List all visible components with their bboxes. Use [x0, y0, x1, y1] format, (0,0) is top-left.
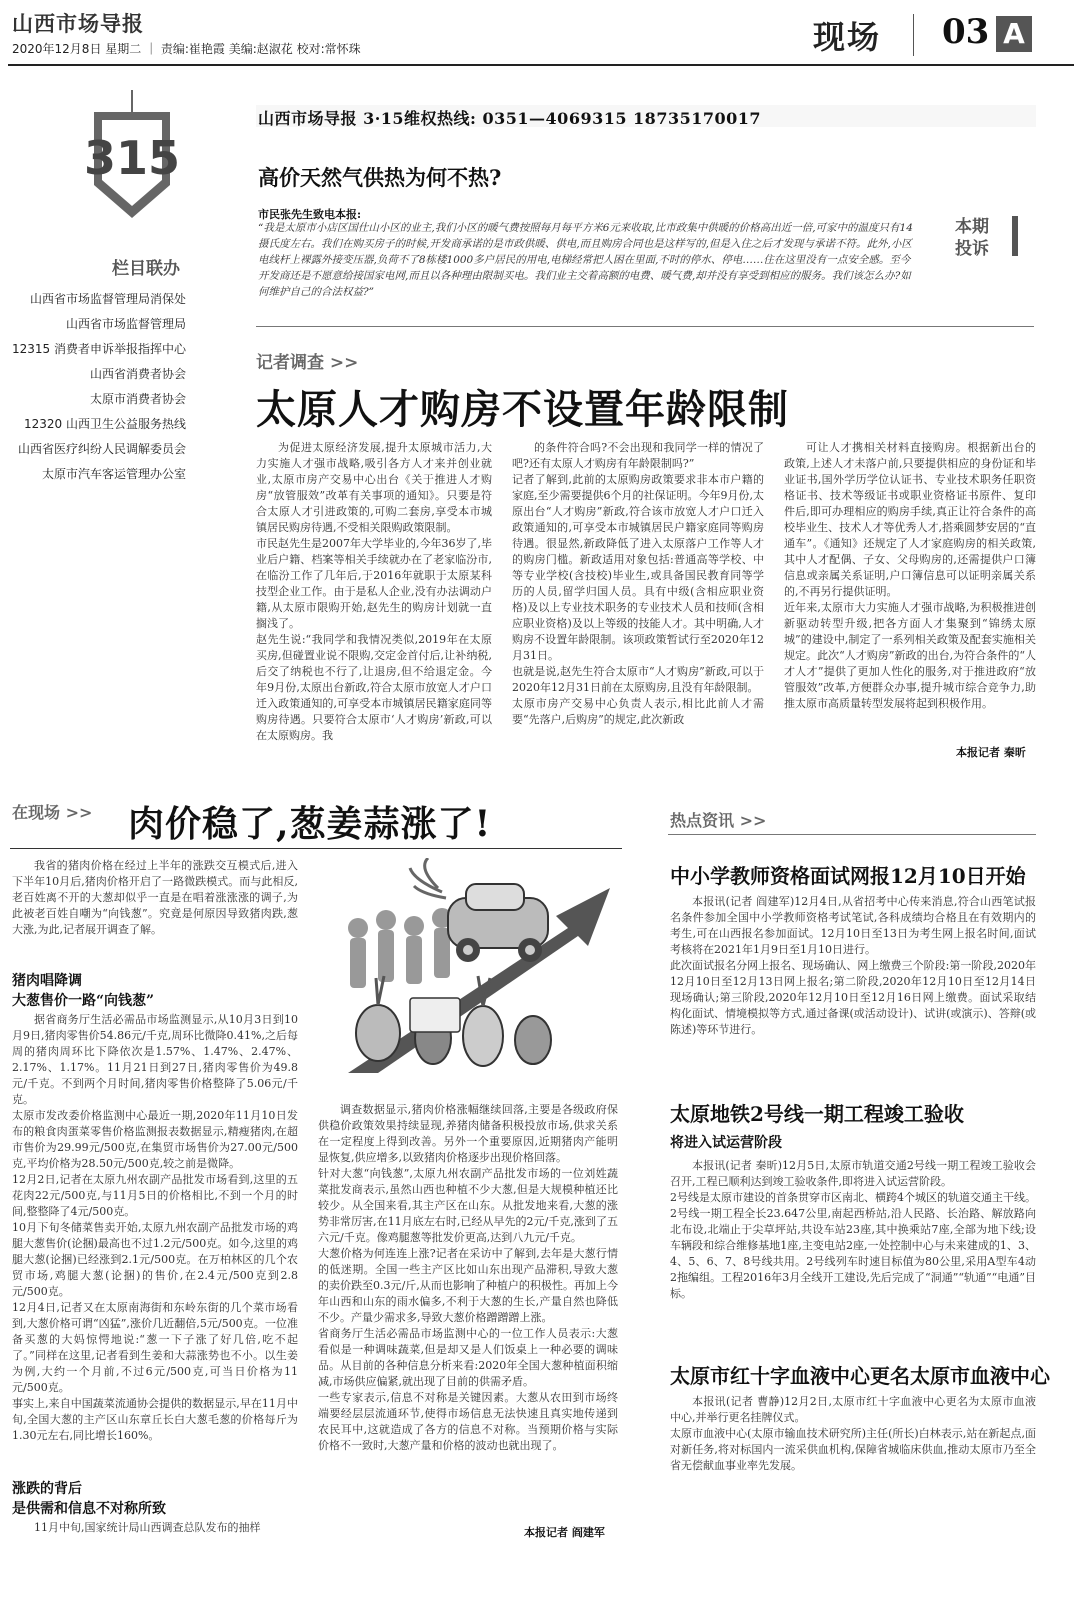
hotline-text: 山西市场导报 3·15维权热线: 0351—4069315 18735170017: [258, 109, 762, 128]
lead-headline: 太原人才购房不设置年龄限制: [256, 386, 789, 433]
complaint-label-line2: 投诉: [955, 239, 989, 259]
feature-subhead-2a: 涨跌的背后: [12, 1481, 82, 1497]
complaint-label-line1: 本期: [955, 217, 989, 237]
lead-kicker: 记者调查 >>: [256, 353, 359, 373]
news-3-title: 太原市红十字血液中心更名太原市血液中心: [670, 1364, 1050, 1388]
column-title: 栏目联办: [112, 259, 180, 279]
lead-column-2: 的条件符合吗?不会出现和我同学一样的情况了吧?还有太原人才购房有年龄限制吗?” 记者了解到,此前的太原购房政策要求非本市户籍的家庭,至少需要提供6个月的社保证明。今年9月份,太原出台“人才购房”新政,符合该市放宽人才户口迁入政策通知的,可享受本市城镇居民户籍家庭同等购房待遇。很显然,新政降低了进入太原落户工作等人才的购房门槛。新政适用对象包括:普通高等学校、中等专业学校(含技校)毕业生,或具备国民教育同等学历的人员,留学归国人员。具有中级(含相应职业资格)及以上专业技术职务的专业技术人员和技师(含相应职业资格)及以上等级的技能人才。其中明确,人才购房不设置年龄限制。该项政策暂试行至2020年12月31日。 也就是说,赵先生符合太原市“人才购房”新政,可以于2020年12月31日前在太原购房,且没有年龄限制。 太原市房产交易中心负责人表示,相比此前人才需要“先落户,后购房”的规定,此次新政: [512, 441, 764, 726]
partner-item: 山西省市场监督管理局: [65, 317, 186, 331]
hotnews-kicker: 热点资讯 >>: [670, 811, 767, 830]
complaint-label: [955, 216, 995, 260]
page-letter: A: [996, 16, 1032, 52]
feature-subhead-1a: 猪肉唱降调: [12, 973, 82, 989]
complaint-title: 高价天然气供热为何不热?: [258, 165, 502, 190]
lead-column-1: 为促进太原经济发展,提升太原城市活力,大力实施人才强市战略,吸引各方人才来并创业就业,太原市房产交易中心出台《关于推进人才购房“放管服效”改革有关事项的通知》。只要是符合太原人才引进政策的,可购二套房,享受本市城镇居民购房待遇,不受相关限购政策限制。 市民赵先生是2007年大学毕业的,今年36岁了,毕业后户籍、档案等相关手续就办在了老家临汾市,在临汾工作了几年后,于2016年就职于太原某科技型企业工作。由于是私人企业,没有办法调动户籍,从太原市限购开始,赵先生的购房计划就一直搁浅了。 赵先生说:“我同学和我情况类似,2019年在太原买房,但碰置业说不限购,交定金首付后,让补纳税,后交了纳税也不行了,让退房,但不给退定金。今年9月份,太原出台新政,符合太原市放宽人才户口迁入政策通知的,可享受本市城镇居民籍家庭同等购房待遇。只要符合太原市‘人才购房’新政,可以在太原购房。我: [256, 441, 492, 742]
feature-middle-column: 调查数据显示,猪肉价格涨幅继续回落,主要是各级政府保供稳价政策效果持续显现,养猪肉储备积极投放市场,供求关系在一定程度上得到改善。另外一个重要原因,近期猪肉产能明显恢复,供应增多,以致猪肉价格逐步出现价格回落。 针对大葱“向钱葱”,太原九州农副产品批发市场的一位刘姓蔬菜批发商表示,虽然山西也种植不少大葱,但是大规模种植还比较少。从全国来看,其主产区在山东。从批发地来看,大葱的涨势非常厉害,在11月底左右时,已经从早先的2元/千克,涨到了五六元/千克。像鸡腿葱等批发价更高,达到八九元/千克。 大葱价格为何连连上涨?记者在采访中了解到,去年是大葱行情的低迷期。全国一些主产区比如山东出现产品滞积,导致大葱的卖价跌至0.3元/斤,从而也影响了种植户的积极性。再加上今年山西和山东的雨水偏多,不利于大葱的生长,产量自然也降低不少。产量少需求多,导致大葱价格蹭蹭蹭上涨。 省商务厅生活必需品市场监测中心的一位工作人员表示:大葱看似是一种调味蔬菜,但是却又是人们饭桌上一种必要的调味品。从目前的各种信息分析来看:2020年全国大葱种植面积缩减,市场供应偏紧,就出现了目前的供需矛盾。 一些专家表示,信息不对称是关键因素。大葱从农田到市场终端要经层层流通环节,使得市场信息无法快速且真实地传递到农民耳中,这就造成了各方的信息不对称。当预期价格与实际价格不一致时,大葱产量和价格的波动也就出现了。: [318, 1103, 618, 1452]
feature-rule: [10, 848, 622, 849]
feature-kicker: 在现场 >>: [12, 803, 93, 822]
complaint-from: 市民张先生致电本报:: [258, 208, 362, 221]
partner-item: 12315 消费者申诉举报指挥中心: [12, 342, 186, 356]
partner-item: 12320 山西卫生公益服务热线: [24, 417, 186, 431]
feature-subhead-2b: 是供需和信息不对称所致: [12, 1501, 166, 1517]
feature-headline: 肉价稳了,葱姜蒜涨了!: [128, 803, 492, 845]
complaint-accent-bar: [1012, 216, 1018, 256]
feature-byline: 本报记者 阎建军: [524, 1526, 605, 1539]
partner-item: 山西省消费者协会: [89, 367, 186, 381]
feature-subhead-1b: 大葱售价一路“向钱葱”: [12, 993, 155, 1009]
partner-item: 山西省市场监督管理局消保处: [29, 292, 186, 306]
news-1-title: 中小学教师资格面试网报12月10日开始: [670, 864, 1026, 888]
news-2-title: 太原地铁2号线一期工程竣工验收: [670, 1102, 964, 1126]
lead-byline: 本报记者 秦昕: [956, 746, 1026, 759]
cartoon-illustration: [318, 858, 618, 1088]
news-2-body: 本报讯(记者 秦昕)12月5日,太原市轨道交通2号线一期工程竣工验收会召开,工程已顺利达到竣工验收条件,即将进入试运营阶段。 2号线是太原市建设的首条贯穿市区南北、横跨4个城区的轨道交通主干线。2号线一期工程全长23.647公里,南起西桥站,沿人民路、长治路、解放路向北布设,北端止于尖草坪站,共设车站23座,其中换乘站7座,全部为地下线;设车辆段和综合维修基地1座,主变电站2座,一处控制中心与未来建成的1、3、4、5、6、7、8号线共用。2号线列车时速目标值为80公里,采用A型车4动2拖编组。工程2016年3月全线开工建设,先后完成了“洞通”“轨通”“电通”目标。: [670, 1159, 1036, 1300]
logo-text: 315: [83, 131, 181, 185]
complaint-rule: [256, 326, 1034, 327]
feature-left-column: 据省商务厅生活必需品市场监测显示,从10月3日到10月9日,猪肉零售价54.86元/千克,周环比微降0.41%,之后每周的猪肉周环比下降依次是1.57%、1.47%、2.47%、2.17%、1.17%。11月21日到27日,猪肉零售价为49.8元/千克。不到两个月时间,猪肉零售价格整降了5.06元/千克。 太原市发改委价格监测中心最近一期,2020年11月10日发布的粮食肉蛋菜零售价格监测报表数据显示,精瘦猪肉,在超市售价为29.99元/500克,在集贸市场售价为27.00元/500克,平均价格为28.50元/500克,较之前是微降。 12月2日,记者在太原九州农副产品批发市场看到,这里的五花肉22元/500克,与11月5日的价格相比,不到一个月的时间,整整降了4元/500克。 10月下旬冬储菜售卖开始,太原九州农副产品批发市场的鸡腿大葱售价(论捆)最高也不过1.2元/500克。如今,这里的鸡腿大葱(论捆)已经涨到2.1元/500克。在万柏林区的几个农贸市场,鸡腿大葱(论捆)的售价,在2.4元/500克到2.8元/500克。 12月4日,记者又在太原南海街和东岭东街的几个菜市场看到,大葱价格可谓“凶猛”,涨价几近翻倍,5元/500克。一位准备买葱的大妈惊愕地说:“葱一下子涨了好几倍,吃不起了。”同样在这里,记者看到生姜和大蒜涨势也不小。以生姜为例,大约一个月前,不过6元/500克,可当日价格为11元/500克。 事实上,来自中国蔬菜流通协会提供的数据显示,早在11月中旬,全国大葱的主产区山东章丘长白大葱毛葱的价格每斤为1.30元左右,同比增长160%。: [12, 1013, 298, 1442]
feature-intro: 我省的猪肉价格在经过上半年的涨跌交互模式后,进入下半年10月后,猪肉价格开启了一路微跌模式。而与此相反,老百姓离不开的大葱却似乎一直是在唱着涨涨涨的调子,为此被老百姓自嘲为“向钱葱”。究竟是何原因导致猪肉跌,葱大涨,为此,记者展开调查了解。: [12, 859, 298, 936]
page-number: 03: [942, 12, 990, 52]
paper-name: 山西市场导报: [12, 11, 144, 36]
news-2-subtitle: 将进入试运营阶段: [670, 1135, 782, 1151]
partner-list: [0, 290, 186, 490]
partner-item: 太原市消费者协会: [89, 392, 186, 406]
feature-left-column-end: 11月中旬,国家统计局山西调查总队发布的抽样: [34, 1521, 261, 1534]
complaint-body: “我是太原市小店区国仕山小区的业主,我们小区的暖气费按照每月每平方米6元来收取,比市政集中供暖的价格高出近一倍,可家中的温度只有14摄氏度左右。我们在购买房子的时候,开发商承诺的是市政供暖、供电,而且购房合同也是这样写的,但是入住之后才发现与承诺不符。此外,小区电线杆上裸露外接变压器,负荷不了8栋楼1000多户居民的用电,电梯经常把人困在里面,不时的停水、停电……住在这里没有一点安全感。至今开发商还是不愿意给接国家电网,而且以各种理由限制买电。我们业主交着高额的电费、暖气费,却并没有享受到相应的服务。我们该怎么办?如何维护自己的合法权益?”: [258, 222, 913, 298]
partner-item: 太原市汽车客运管理办公室: [41, 467, 186, 481]
news-1-body: 本报讯(记者 阎建军)12月4日,从省招考中心传来消息,符合山西笔试报名条件参加全国中小学教师资格考试笔试,各科成绩均合格且在有效期内的考生,可在山西报名参加面试。12月10日至13日为考生网上报名时间,面试考核将在2021年1月9日至1月10日进行。 此次面试报名分网上报名、现场确认、网上缴费三个阶段:第一阶段,2020年12月10日至12月13日网上报名;第二阶段,2020年12月10日至12月14日现场确认;第三阶段,2020年12月10日至12月16日网上缴费。面试采取结构化面试、情境模拟等方式,通过备课(或活动设计)、试讲(或演示)、答辩(或陈述)等环节进行。: [670, 895, 1036, 1036]
partner-item: 山西省医疗纠纷人民调解委员会: [17, 442, 186, 456]
masthead-rule: [8, 64, 1074, 66]
date-line: 2020年12月8日 星期二 ｜ 责编:崔艳霞 美编:赵淑花 校对:常怀珠: [12, 42, 361, 56]
lead-column-3: 可让人才携相关材料直接购房。根据新出台的政策,上述人才未落户前,只要提供相应的身份证和毕业证书,国外学历学位认证书、专业技术职务任职资格证书、技术等级证书或职业资格证书原件、复印件后,即可办理相应的购房手续,真正让符合条件的高校毕业生、技术人才等优秀人才,搭乘圆梦安居的“直通车”。《通知》还规定了人才家庭购房的相关政策,其中人才配偶、子女、父母购房的,还需提供户口簿信息或亲属关系证明,户口簿信息可以证明亲属关系的,不再另行提供证明。 近年来,太原市大力实施人才强市战略,为积极推进创新驱动转型升级,把各方面人才集聚到“锦绣太原城”的建设中,制定了一系列相关政策及配套实施相关规定。此次“人才购房”新政的出台,为符合条件的“人才人才”提供了更加人性化的服务,对于推进政府“放管服效”改革,方便群众办事,提升城市综合竞争力,助推太原市高质量转型发展将起到积极作用。: [784, 441, 1036, 710]
hotnews-rule: [668, 834, 1036, 835]
consumer-day-logo: [82, 90, 182, 230]
news-3-body: 本报讯(记者 曹静)12月2日,太原市红十字血液中心更名为太原市血液中心,并举行更名挂牌仪式。 太原市血液中心(太原市输血技术研究所)主任(所长)白林表示,站在新起点,面对新任务,将对标国内一流采供血机构,保障省城临床供血,推动太原市乃至全省无偿献血事业率先发展。: [670, 1395, 1036, 1472]
masthead-divider: [913, 14, 914, 56]
section-title: 现场: [813, 18, 882, 56]
